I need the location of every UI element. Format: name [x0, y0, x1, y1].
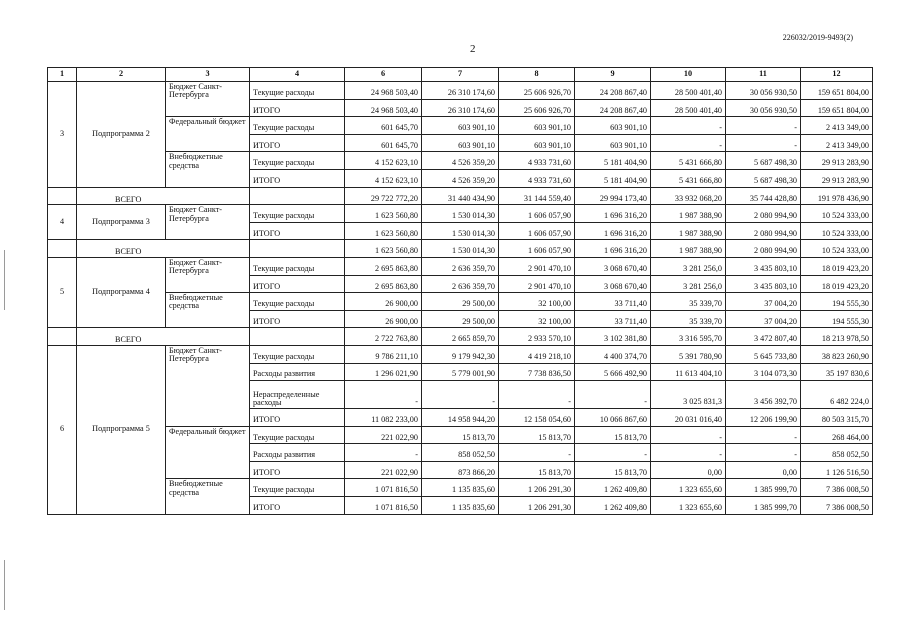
value-cell: 873 866,20 [422, 461, 499, 479]
row-number: 5 [48, 257, 77, 327]
value-cell: - [345, 381, 422, 409]
value-cell: 32 100,00 [499, 310, 575, 328]
expense-type: Текущие расходы [250, 152, 345, 170]
value-cell: 1 385 999,70 [726, 497, 801, 515]
value-cell: 1 696 316,20 [575, 240, 651, 258]
value-cell: 20 031 016,40 [651, 409, 726, 427]
value-cell: 14 958 944,20 [422, 409, 499, 427]
subprogram-name: Подпрограмма 3 [77, 205, 166, 240]
value-cell: 5 181 404,90 [575, 169, 651, 187]
value-cell: 1 606 057,90 [499, 222, 575, 240]
value-cell: 2 636 359,70 [422, 257, 499, 275]
value-cell: 268 464,00 [801, 426, 873, 444]
subprogram-name: Подпрограмма 4 [77, 257, 166, 327]
value-cell: 1 987 388,90 [651, 222, 726, 240]
value-cell: 221 022,90 [345, 461, 422, 479]
value-cell: 15 813,70 [499, 426, 575, 444]
table-body [48, 68, 873, 515]
value-cell: 2 933 570,10 [499, 328, 575, 346]
row-number: 4 [48, 205, 77, 240]
value-cell: 1 987 388,90 [651, 240, 726, 258]
value-cell: 1 623 560,80 [345, 205, 422, 223]
value-cell: 29 722 772,20 [345, 187, 422, 205]
expense-type: ИТОГО [250, 409, 345, 427]
funding-source: Внебюджетные средства [166, 293, 250, 328]
expense-type: ИТОГО [250, 275, 345, 293]
value-cell: 4 419 218,10 [499, 345, 575, 363]
value-cell: - [499, 381, 575, 409]
value-cell: 26 310 174,60 [422, 82, 499, 100]
value-cell: 29 994 173,40 [575, 187, 651, 205]
value-cell: 7 386 008,50 [801, 479, 873, 497]
table-row [48, 205, 873, 223]
value-cell: 1 206 291,30 [499, 497, 575, 515]
value-cell: 4 526 359,20 [422, 169, 499, 187]
value-cell: 15 813,70 [575, 426, 651, 444]
value-cell: 1 623 560,80 [345, 240, 422, 258]
value-cell: - [499, 444, 575, 462]
expense-type: ИТОГО [250, 169, 345, 187]
value-cell: 3 281 256,0 [651, 275, 726, 293]
value-cell: 5 779 001,90 [422, 363, 499, 381]
expense-type: ИТОГО [250, 497, 345, 515]
value-cell: 2 080 994,90 [726, 222, 801, 240]
header-cell: 8 [499, 68, 575, 82]
subprogram-name: Подпрограмма 2 [77, 82, 166, 188]
table-row [48, 426, 873, 444]
document-number: 226032/2019-9493(2) [782, 33, 853, 42]
value-cell: 603 901,10 [499, 134, 575, 152]
value-cell: 2 695 863,80 [345, 275, 422, 293]
total-row [48, 328, 873, 346]
value-cell: 15 813,70 [499, 461, 575, 479]
value-cell: 24 968 503,40 [345, 99, 422, 117]
value-cell: 191 978 436,90 [801, 187, 873, 205]
value-cell: 1 206 291,30 [499, 479, 575, 497]
value-cell: 7 738 836,50 [499, 363, 575, 381]
value-cell: 221 022,90 [345, 426, 422, 444]
table-row [48, 82, 873, 100]
table-row [48, 257, 873, 275]
value-cell: 3 435 803,10 [726, 275, 801, 293]
value-cell: 11 613 404,10 [651, 363, 726, 381]
funding-source: Бюджет Санкт-Петербурга [166, 205, 250, 240]
value-cell: 9 786 211,10 [345, 345, 422, 363]
value-cell: 603 901,10 [575, 117, 651, 135]
value-cell: 3 025 831,3 [651, 381, 726, 409]
funding-source: Федеральный бюджет [166, 117, 250, 152]
value-cell: 24 968 503,40 [345, 82, 422, 100]
value-cell: 3 068 670,40 [575, 257, 651, 275]
expense-type: Текущие расходы [250, 82, 345, 100]
value-cell: 603 901,10 [499, 117, 575, 135]
value-cell: 4 400 374,70 [575, 345, 651, 363]
row-number: 3 [48, 82, 77, 188]
expense-type: Текущие расходы [250, 293, 345, 311]
scan-edge-mark [4, 560, 5, 610]
value-cell: 1 606 057,90 [499, 205, 575, 223]
empty-cell [48, 240, 77, 258]
table-row [48, 117, 873, 135]
value-cell: - [575, 444, 651, 462]
value-cell: 26 900,00 [345, 293, 422, 311]
expense-type: Нераспределенные расходы [250, 381, 345, 409]
value-cell: 159 651 804,00 [801, 99, 873, 117]
header-cell: 6 [345, 68, 422, 82]
value-cell: 28 500 401,40 [651, 82, 726, 100]
value-cell: 11 082 233,00 [345, 409, 422, 427]
value-cell: 35 197 830,6 [801, 363, 873, 381]
value-cell: - [651, 134, 726, 152]
value-cell: 3 102 381,80 [575, 328, 651, 346]
value-cell: 1 126 516,50 [801, 461, 873, 479]
expense-type: ИТОГО [250, 134, 345, 152]
value-cell: 24 208 867,40 [575, 99, 651, 117]
value-cell: 30 056 930,50 [726, 82, 801, 100]
total-row [48, 187, 873, 205]
value-cell: 1 323 655,60 [651, 497, 726, 515]
value-cell: 25 606 926,70 [499, 99, 575, 117]
value-cell: 1 530 014,30 [422, 205, 499, 223]
value-cell: 7 386 008,50 [801, 497, 873, 515]
value-cell: 2 080 994,90 [726, 240, 801, 258]
value-cell: 603 901,10 [575, 134, 651, 152]
header-cell: 2 [77, 68, 166, 82]
funding-source: Бюджет Санкт-Петербурга [166, 257, 250, 292]
value-cell: 30 056 930,50 [726, 99, 801, 117]
value-cell: 1 262 409,80 [575, 497, 651, 515]
value-cell: - [726, 117, 801, 135]
value-cell: 29 500,00 [422, 293, 499, 311]
value-cell: 29 913 283,90 [801, 152, 873, 170]
value-cell: 29 913 283,90 [801, 169, 873, 187]
value-cell: 3 104 073,30 [726, 363, 801, 381]
value-cell: 5 645 733,80 [726, 345, 801, 363]
expense-type: Текущие расходы [250, 205, 345, 223]
expense-type: ИТОГО [250, 461, 345, 479]
budget-table [47, 67, 873, 515]
value-cell: 35 744 428,80 [726, 187, 801, 205]
header-cell: 9 [575, 68, 651, 82]
total-label: ВСЕГО [77, 240, 250, 258]
value-cell: 2 413 349,00 [801, 117, 873, 135]
value-cell: - [422, 381, 499, 409]
value-cell: 2 636 359,70 [422, 275, 499, 293]
table-row [48, 152, 873, 170]
header-cell: 12 [801, 68, 873, 82]
value-cell: 1 262 409,80 [575, 479, 651, 497]
value-cell: 37 004,20 [726, 310, 801, 328]
value-cell: 24 208 867,40 [575, 82, 651, 100]
value-cell: 18 019 423,20 [801, 275, 873, 293]
value-cell: 1 135 835,60 [422, 479, 499, 497]
value-cell: 601 645,70 [345, 117, 422, 135]
value-cell: 29 500,00 [422, 310, 499, 328]
empty-cell [250, 240, 345, 258]
value-cell: 26 900,00 [345, 310, 422, 328]
value-cell: 80 503 315,70 [801, 409, 873, 427]
value-cell: 1 385 999,70 [726, 479, 801, 497]
value-cell: 4 152 623,10 [345, 169, 422, 187]
funding-source: Внебюджетные средства [166, 479, 250, 514]
value-cell: 5 431 666,80 [651, 169, 726, 187]
value-cell: 37 004,20 [726, 293, 801, 311]
value-cell: 5 391 780,90 [651, 345, 726, 363]
value-cell: 4 933 731,60 [499, 169, 575, 187]
header-cell: 3 [166, 68, 250, 82]
subprogram-name: Подпрограмма 5 [77, 345, 166, 514]
table-row [48, 479, 873, 497]
value-cell: - [575, 381, 651, 409]
empty-cell [48, 328, 77, 346]
expense-type: Текущие расходы [250, 426, 345, 444]
value-cell: 4 526 359,20 [422, 152, 499, 170]
header-row [48, 68, 873, 82]
value-cell: 1 071 816,50 [345, 479, 422, 497]
expense-type: ИТОГО [250, 99, 345, 117]
value-cell: 2 901 470,10 [499, 257, 575, 275]
value-cell: 35 339,70 [651, 310, 726, 328]
value-cell: - [651, 426, 726, 444]
expense-type: ИТОГО [250, 310, 345, 328]
total-row [48, 240, 873, 258]
value-cell: 4 933 731,60 [499, 152, 575, 170]
value-cell: 5 181 404,90 [575, 152, 651, 170]
value-cell: 194 555,30 [801, 293, 873, 311]
value-cell: 9 179 942,30 [422, 345, 499, 363]
value-cell: 2 901 470,10 [499, 275, 575, 293]
value-cell: 603 901,10 [422, 117, 499, 135]
value-cell: 5 431 666,80 [651, 152, 726, 170]
value-cell: 1 135 835,60 [422, 497, 499, 515]
value-cell: 12 158 054,60 [499, 409, 575, 427]
header-cell: 11 [726, 68, 801, 82]
value-cell: 1 987 388,90 [651, 205, 726, 223]
value-cell: 3 281 256,0 [651, 257, 726, 275]
value-cell: 10 524 333,00 [801, 240, 873, 258]
header-cell: 4 [250, 68, 345, 82]
row-number: 6 [48, 345, 77, 514]
value-cell: 159 651 804,00 [801, 82, 873, 100]
value-cell: 601 645,70 [345, 134, 422, 152]
value-cell: 28 500 401,40 [651, 99, 726, 117]
empty-cell [250, 187, 345, 205]
value-cell: 1 530 014,30 [422, 222, 499, 240]
value-cell: 1 323 655,60 [651, 479, 726, 497]
value-cell: 1 696 316,20 [575, 222, 651, 240]
value-cell: 1 623 560,80 [345, 222, 422, 240]
value-cell: - [726, 426, 801, 444]
value-cell: 10 524 333,00 [801, 205, 873, 223]
value-cell: 12 206 199,90 [726, 409, 801, 427]
value-cell: 1 696 316,20 [575, 205, 651, 223]
value-cell: - [726, 444, 801, 462]
header-cell: 1 [48, 68, 77, 82]
value-cell: 18 213 978,50 [801, 328, 873, 346]
expense-type: Расходы развития [250, 363, 345, 381]
empty-cell [250, 328, 345, 346]
value-cell: 18 019 423,20 [801, 257, 873, 275]
value-cell: 3 316 595,70 [651, 328, 726, 346]
funding-source: Бюджет Санкт-Петербурга [166, 82, 250, 117]
value-cell: 1 296 021,90 [345, 363, 422, 381]
value-cell: 33 932 068,20 [651, 187, 726, 205]
value-cell: 1 530 014,30 [422, 240, 499, 258]
value-cell: - [651, 117, 726, 135]
value-cell: 603 901,10 [422, 134, 499, 152]
value-cell: 3 456 392,70 [726, 381, 801, 409]
funding-source: Федеральный бюджет [166, 426, 250, 479]
value-cell: 26 310 174,60 [422, 99, 499, 117]
funding-source: Бюджет Санкт-Петербурга [166, 345, 250, 426]
value-cell: 10 066 867,60 [575, 409, 651, 427]
funding-source: Внебюджетные средства [166, 152, 250, 187]
value-cell: 1 606 057,90 [499, 240, 575, 258]
value-cell: - [726, 134, 801, 152]
value-cell: 32 100,00 [499, 293, 575, 311]
page-number: 2 [470, 43, 476, 55]
value-cell: 3 435 803,10 [726, 257, 801, 275]
value-cell: 2 722 763,80 [345, 328, 422, 346]
value-cell: 2 413 349,00 [801, 134, 873, 152]
value-cell: 5 687 498,30 [726, 152, 801, 170]
value-cell: 38 823 260,90 [801, 345, 873, 363]
table-row [48, 293, 873, 311]
value-cell: 2 080 994,90 [726, 205, 801, 223]
value-cell: 194 555,30 [801, 310, 873, 328]
value-cell: 858 052,50 [801, 444, 873, 462]
value-cell: 0,00 [726, 461, 801, 479]
expense-type: Расходы развития [250, 444, 345, 462]
expense-type: Текущие расходы [250, 479, 345, 497]
value-cell: 6 482 224,0 [801, 381, 873, 409]
value-cell: 4 152 623,10 [345, 152, 422, 170]
table-row [48, 345, 873, 363]
value-cell: 858 052,50 [422, 444, 499, 462]
value-cell: 3 068 670,40 [575, 275, 651, 293]
value-cell: 15 813,70 [575, 461, 651, 479]
header-cell: 10 [651, 68, 726, 82]
scan-edge-mark [4, 250, 5, 310]
header-cell: 7 [422, 68, 499, 82]
value-cell: 25 606 926,70 [499, 82, 575, 100]
value-cell: 31 144 559,40 [499, 187, 575, 205]
value-cell: - [345, 444, 422, 462]
value-cell: 5 687 498,30 [726, 169, 801, 187]
value-cell: 2 695 863,80 [345, 257, 422, 275]
empty-cell [48, 187, 77, 205]
total-label: ВСЕГО [77, 328, 250, 346]
value-cell: 31 440 434,90 [422, 187, 499, 205]
value-cell: 3 472 807,40 [726, 328, 801, 346]
value-cell: 35 339,70 [651, 293, 726, 311]
value-cell: 1 071 816,50 [345, 497, 422, 515]
expense-type: Текущие расходы [250, 257, 345, 275]
value-cell: 0,00 [651, 461, 726, 479]
value-cell: 33 711,40 [575, 293, 651, 311]
value-cell: 15 813,70 [422, 426, 499, 444]
expense-type: ИТОГО [250, 222, 345, 240]
value-cell: 10 524 333,00 [801, 222, 873, 240]
value-cell: - [651, 444, 726, 462]
expense-type: Текущие расходы [250, 345, 345, 363]
value-cell: 2 665 859,70 [422, 328, 499, 346]
value-cell: 5 666 492,90 [575, 363, 651, 381]
value-cell: 33 711,40 [575, 310, 651, 328]
expense-type: Текущие расходы [250, 117, 345, 135]
total-label: ВСЕГО [77, 187, 250, 205]
